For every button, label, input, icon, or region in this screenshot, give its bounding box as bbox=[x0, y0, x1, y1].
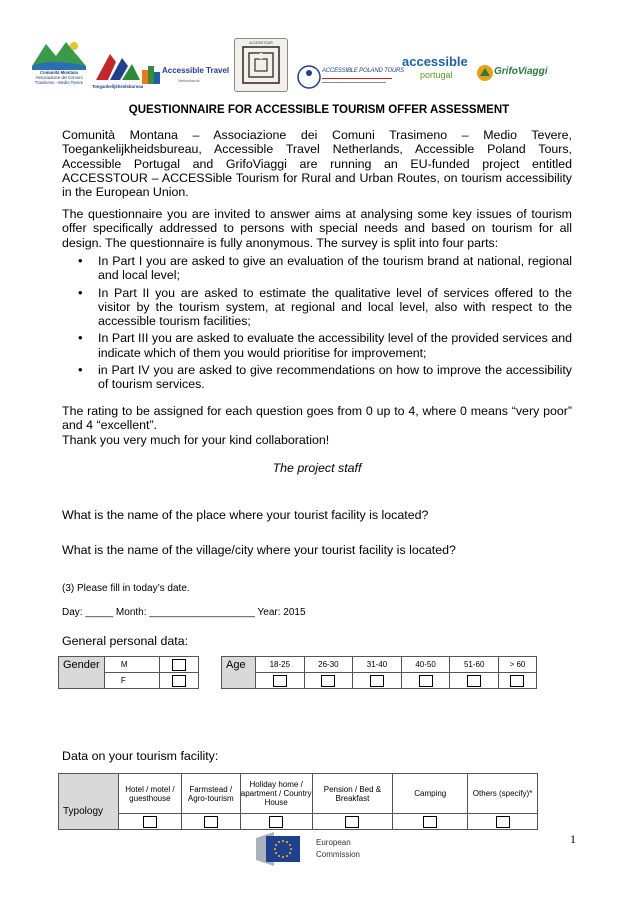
list-item: • In Part I you are asked to give an evaluation of the tourism brand at national, regional and local level; bbox=[78, 254, 572, 283]
question-city: What is the name of the village/city where your tourist facility is located? bbox=[62, 543, 456, 557]
typology-checkbox[interactable] bbox=[204, 816, 218, 828]
accessible-poland-logo bbox=[296, 64, 402, 90]
accessible-portugal-logo bbox=[402, 54, 468, 92]
page-title: QUESTIONNAIRE FOR ACCESSIBLE TOURISM OFFER ASSESSMENT bbox=[128, 104, 510, 116]
intro-paragraph-2: The questionnaire you are invited to answer aims at analysing some key issues of tourism offer specifically addressed to persons with special needs and based on tourism for all design. The questionnaire is fully anonymous. The survey is split into four parts: bbox=[62, 207, 572, 250]
typology-checkbox[interactable] bbox=[269, 816, 283, 828]
age-range: 40-50 bbox=[401, 657, 450, 673]
question-place: What is the name of the place where your tourist facility is located? bbox=[62, 508, 429, 522]
facility-heading: Data on your tourism facility: bbox=[62, 749, 219, 763]
age-checkbox[interactable] bbox=[467, 675, 481, 687]
page-number: 1 bbox=[570, 832, 576, 846]
typology-option: Farmstead / Agro-tourism bbox=[181, 774, 240, 814]
age-checkbox[interactable] bbox=[419, 675, 433, 687]
typology-checkbox[interactable] bbox=[345, 816, 359, 828]
toegankelijk-text: Toegankelijkheidsbureau bbox=[92, 84, 144, 89]
age-range: > 60 bbox=[498, 657, 536, 673]
date-prompt: (3) Please fill in today’s date. bbox=[62, 583, 190, 594]
gender-option-f: F bbox=[104, 673, 159, 689]
toegankelijkheidsbureau-logo bbox=[92, 50, 144, 94]
age-table bbox=[221, 656, 537, 689]
eu-line1: European bbox=[316, 838, 351, 847]
european-commission-logo bbox=[254, 832, 374, 872]
eu-line2: Commission bbox=[316, 850, 361, 859]
parts-list bbox=[78, 254, 572, 395]
typology-option: Camping bbox=[393, 774, 468, 814]
comunita-montana-logo bbox=[30, 36, 88, 94]
list-item: • In Part III you are asked to evaluate the accessibility level of the provided services and indicate which of them you would prioritise for improvement; bbox=[78, 331, 572, 360]
accessible-poland-text: ACCESSIBLE POLAND TOURS bbox=[322, 68, 404, 74]
accesstour-logo bbox=[234, 38, 288, 92]
typology-checkbox[interactable] bbox=[143, 816, 157, 828]
accessible-portugal-line2: portugal bbox=[420, 70, 453, 80]
gender-option-m: M bbox=[104, 657, 159, 673]
gender-f-checkbox[interactable] bbox=[172, 675, 186, 687]
typology-table bbox=[58, 773, 538, 830]
age-label: Age bbox=[222, 657, 256, 689]
date-line[interactable]: Day: _____ Month: ___________________ Year: 2015 bbox=[62, 607, 306, 618]
typology-label: Typology bbox=[59, 774, 119, 830]
signature: The project staff bbox=[272, 461, 362, 475]
intro-paragraph: Comunità Montana – Associazione dei Comuni Trasimeno – Medio Tevere, Toegankelijkheidsbureau, Accessible Travel Netherlands, Accessible Poland Tours, Accessible Portugal and GrifoViaggi are running an EU-funded project entitled ACCESSTOUR – ACCESSible Tourism for Rural and Urban Routes, on tourism accessibility in the European Union. bbox=[62, 128, 572, 200]
age-checkbox[interactable] bbox=[510, 675, 524, 687]
age-range: 31-40 bbox=[353, 657, 402, 673]
age-checkbox[interactable] bbox=[321, 675, 335, 687]
list-item: • in Part IV you are asked to give recommendations on how to improve the accessibility of tourism services. bbox=[78, 363, 572, 392]
grifo-viaggi-logo bbox=[476, 62, 548, 88]
list-item: • In Part II you are asked to estimate the qualitative level of services offered to the visitor by the tourism system, at regional and local level, also with respect to the accessible tourism facilities; bbox=[78, 286, 572, 329]
typology-option: Pension / Bed & Breakfast bbox=[312, 774, 393, 814]
accessible-portugal-line1: accessible bbox=[402, 54, 468, 69]
age-checkbox[interactable] bbox=[273, 675, 287, 687]
typology-checkbox[interactable] bbox=[496, 816, 510, 828]
comunita-line1: Comunità Montana bbox=[40, 70, 78, 75]
gender-table bbox=[58, 656, 199, 689]
typology-checkbox[interactable] bbox=[423, 816, 437, 828]
age-range: 18-25 bbox=[256, 657, 305, 673]
typology-option: Hotel / motel / guesthouse bbox=[118, 774, 181, 814]
accesstour-text: ACCESSTOUR bbox=[249, 41, 273, 45]
comunita-line2: Associazione dei Comuni bbox=[35, 75, 83, 81]
thanks-text: Thank you very much for your kind collaboration! bbox=[62, 433, 330, 447]
partner-logos bbox=[30, 36, 590, 96]
age-range: 51-60 bbox=[450, 657, 499, 673]
personal-data-heading: General personal data: bbox=[62, 634, 189, 648]
typology-option: Holiday home / apartment / Country House bbox=[240, 774, 312, 814]
accessible-travel-text: Accessible Travel bbox=[162, 66, 230, 75]
age-checkbox[interactable] bbox=[370, 675, 384, 687]
accessible-travel-logo bbox=[142, 64, 230, 92]
typology-option: Others (specify)* bbox=[468, 774, 538, 814]
comunita-line3: Trasimeno - Medio Tevere bbox=[34, 80, 84, 86]
grifo-text: GrifoViaggi bbox=[494, 66, 548, 77]
gender-label: Gender bbox=[59, 657, 105, 689]
rating-text: The rating to be assigned for each question goes from 0 up to 4, where 0 means “very poor” and 4 “excellent”. bbox=[62, 404, 572, 433]
accessible-travel-sub: Netherlands bbox=[178, 78, 200, 83]
age-range: 26-30 bbox=[304, 657, 353, 673]
gender-m-checkbox[interactable] bbox=[172, 659, 186, 671]
